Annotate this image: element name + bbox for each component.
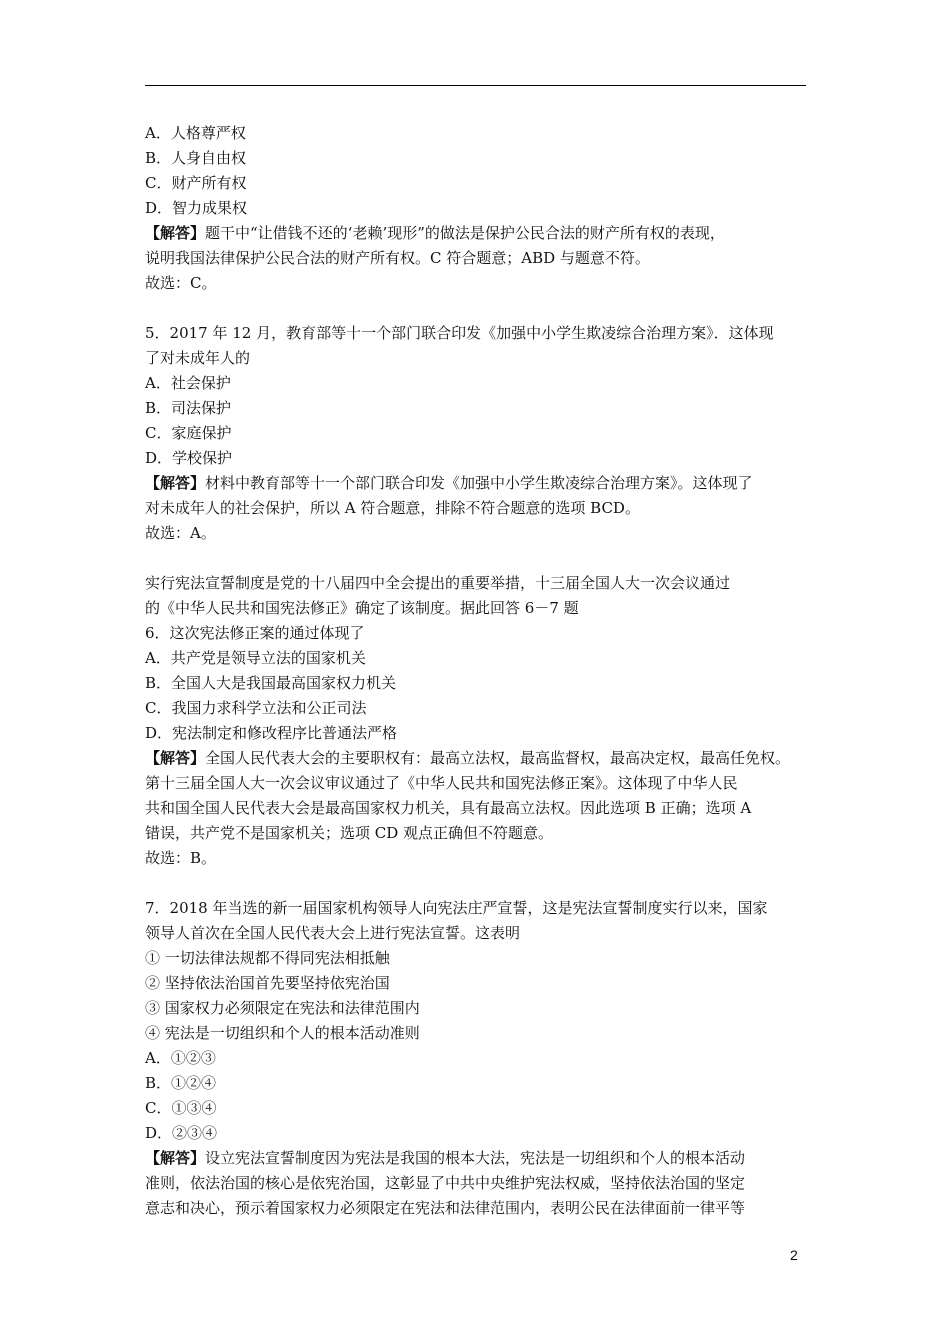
option: B．全国人大是我国最高国家权力机关: [145, 674, 397, 692]
option: D．学校保护: [145, 449, 233, 467]
answer-line: 共和国全国人民代表大会是最高国家权力机关，具有最高立法权。因此选项 B 正确；选项 A: [145, 799, 752, 817]
option: D．智力成果权: [145, 199, 248, 217]
option: A．社会保护: [145, 374, 231, 392]
question-5: [145, 321, 810, 546]
answer-text: 题干中“让借钱不还的‘老赖’现形”的做法是保护公民合法的财产所有权的表现，: [205, 224, 725, 242]
option: A．人格尊严权: [145, 124, 246, 142]
answer-line: [145, 221, 810, 246]
answer-choice: 故选：C。: [145, 274, 217, 292]
option: B．司法保护: [145, 399, 232, 417]
option: C．财产所有权: [145, 174, 247, 192]
page-number: 2: [790, 1247, 798, 1263]
answer-line: 错误，共产党不是国家机关；选项 CD 观点正确但不符题意。: [145, 824, 554, 842]
answer-choice: 故选：B。: [145, 849, 217, 867]
answer-text: 材料中教育部等十一个部门联合印发《加强中小学生欺凌综合治理方案》。这体现了: [205, 474, 753, 492]
answer-line: [145, 746, 810, 771]
option: A．共产党是领导立法的国家机关: [145, 649, 366, 667]
answer-tag: 【解答】: [145, 224, 206, 242]
intro-line: 实行宪法宣誓制度是党的十八届四中全会提出的重要举措，十三届全国人大一次会议通过: [145, 574, 731, 592]
answer-tag: 【解答】: [145, 749, 206, 767]
answer-line: 说明我国法律保护公民合法的财产所有权。C 符合题意；ABD 与题意不符。: [145, 249, 650, 267]
statement: ① 一切法律法规都不得同宪法相抵触: [145, 949, 390, 967]
question-stem: 领导人首次在全国人民代表大会上进行宪法宣誓。这表明: [145, 924, 521, 942]
question-stem: 6．这次宪法修正案的通过体现了: [145, 624, 365, 642]
statement: ③ 国家权力必须限定在宪法和法律范围内: [145, 999, 420, 1017]
answer-text: 全国人民代表大会的主要职权有：最高立法权，最高监督权，最高决定权，最高任免权。: [205, 749, 791, 767]
answer-line: 意志和决心，预示着国家权力必须限定在宪法和法律范围内，表明公民在法律面前一律平等: [145, 1199, 746, 1217]
answer-line: 对未成年人的社会保护，所以 A 符合题意，排除不符合题意的选项 BCD。: [145, 499, 640, 517]
option: A．①②③: [145, 1049, 216, 1067]
answer-tag: 【解答】: [145, 474, 206, 492]
option: D．宪法制定和修改程序比普通法严格: [145, 724, 398, 742]
question-7: [145, 896, 810, 1221]
option: B．①②④: [145, 1074, 217, 1092]
option: C．我国力求科学立法和公正司法: [145, 699, 367, 717]
question-stem: 7．2018 年当选的新一届国家机构领导人向宪法庄严宣誓，这是宪法宣誓制度实行以来，国家: [145, 899, 768, 917]
answer-line: 准则，依法治国的核心是依宪治国，这彰显了中共中央维护宪法权威，坚持依法治国的坚定: [145, 1174, 746, 1192]
header-rule: [145, 85, 806, 86]
option: B．人身自由权: [145, 149, 247, 167]
intro-line: 的《中华人民共和国宪法修正》确定了该制度。据此回答 6－7 题: [145, 599, 579, 617]
material-intro: [145, 571, 810, 621]
statement: ④ 宪法是一切组织和个人的根本活动准则: [145, 1024, 420, 1042]
answer-line: [145, 471, 810, 496]
question-6: [145, 621, 810, 871]
question-stem: 了对未成年人的: [145, 349, 251, 367]
answer-line: [145, 1146, 810, 1171]
option: D．②③④: [145, 1124, 218, 1142]
page-content: [145, 121, 810, 1221]
option: C．①③④: [145, 1099, 217, 1117]
question-4: [145, 121, 810, 296]
answer-line: 第十三届全国人大一次会议审议通过了《中华人民共和国宪法修正案》。这体现了中华人民: [145, 774, 738, 792]
option: C．家庭保护: [145, 424, 232, 442]
answer-tag: 【解答】: [145, 1149, 206, 1167]
statement: ② 坚持依法治国首先要坚持依宪治国: [145, 974, 390, 992]
answer-text: 设立宪法宣誓制度因为宪法是我国的根本大法，宪法是一切组织和个人的根本活动: [205, 1149, 746, 1167]
answer-choice: 故选：A。: [145, 524, 216, 542]
question-stem: 5．2017 年 12 月，教育部等十一个部门联合印发《加强中小学生欺凌综合治理方案》．这体现: [145, 324, 774, 342]
